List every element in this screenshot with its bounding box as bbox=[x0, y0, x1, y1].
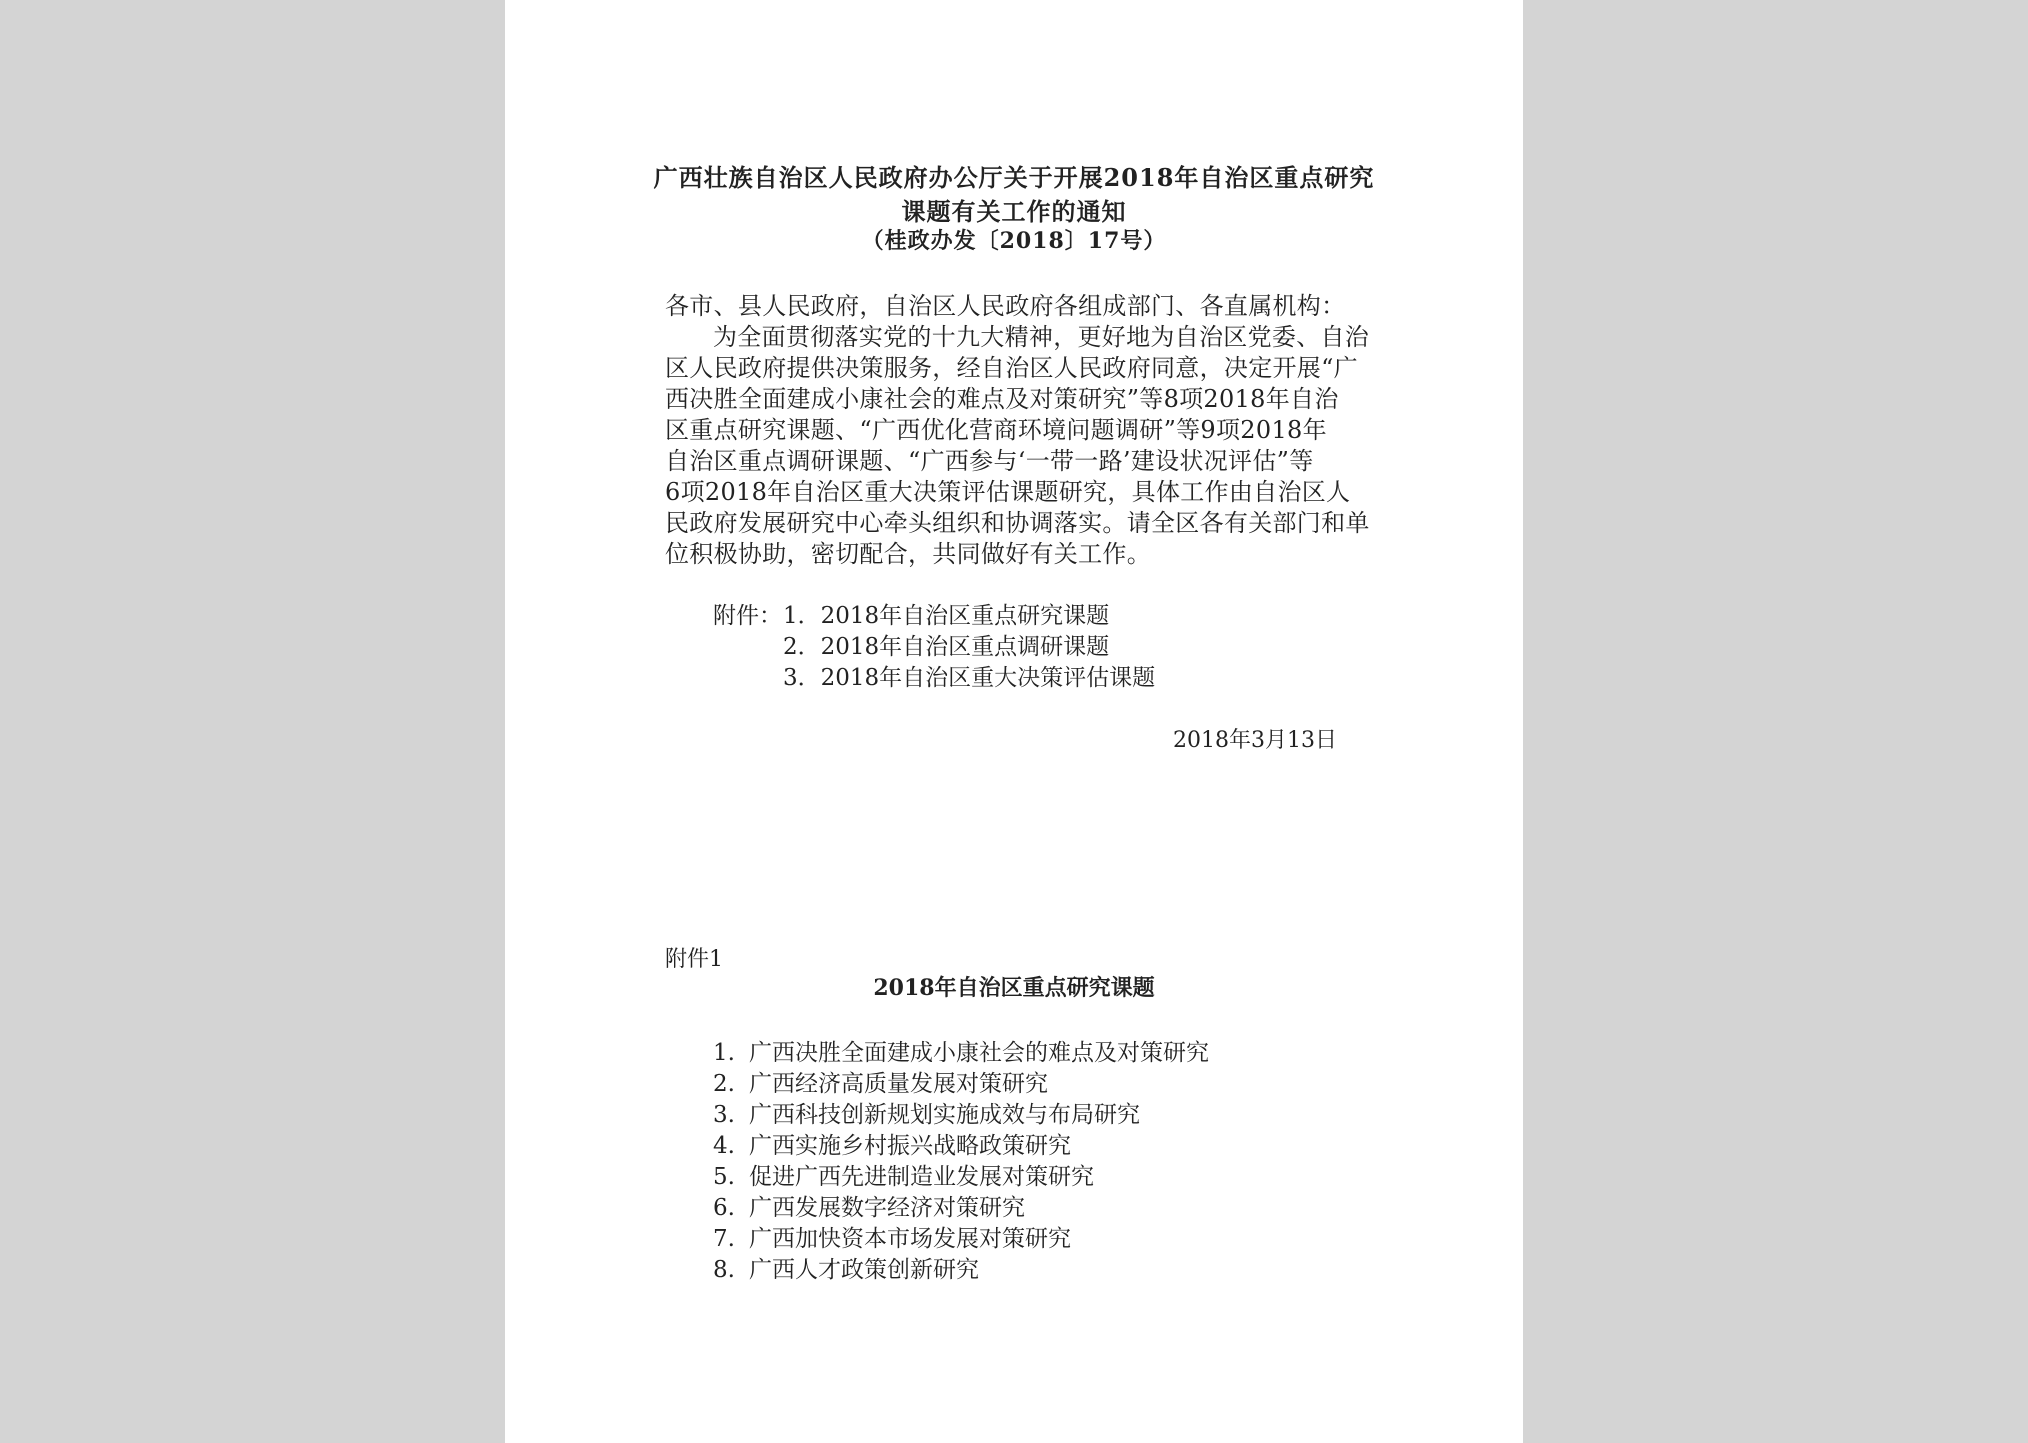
topic-title: 广西实施乡村振兴战略政策研究 bbox=[749, 1133, 1071, 1159]
list-item bbox=[713, 1034, 1209, 1067]
document-title-line-1: 广西壮族自治区人民政府办公厅关于开展2018年自治区重点研究 bbox=[653, 163, 1375, 192]
list-item bbox=[713, 1251, 979, 1284]
topic-number: 6. bbox=[713, 1195, 735, 1221]
document-title-line-2: 课题有关工作的通知 bbox=[901, 197, 1127, 226]
attachment-title: 2018年自治区重大决策评估课题 bbox=[820, 665, 1156, 691]
body-line: 区重点研究课题、“广西优化营商环境问题调研”等9项2018年 bbox=[665, 416, 1327, 444]
topic-title: 促进广西先进制造业发展对策研究 bbox=[749, 1164, 1094, 1190]
topic-number: 7. bbox=[713, 1226, 735, 1252]
attachment-item bbox=[783, 628, 1109, 661]
list-item bbox=[713, 1220, 1071, 1253]
topic-number: 4. bbox=[713, 1133, 735, 1159]
list-item bbox=[713, 1065, 1048, 1098]
appendix-title: 2018年自治区重点研究课题 bbox=[873, 975, 1155, 1001]
topic-title: 广西发展数字经济对策研究 bbox=[749, 1195, 1025, 1221]
topic-title: 广西经济高质量发展对策研究 bbox=[749, 1071, 1048, 1097]
list-item bbox=[713, 1127, 1071, 1160]
attachment-title: 2018年自治区重点研究课题 bbox=[820, 603, 1110, 629]
topic-number: 1. bbox=[713, 1040, 735, 1066]
topic-title: 广西加快资本市场发展对策研究 bbox=[749, 1226, 1071, 1252]
document-number: （桂政办发〔2018〕17号） bbox=[861, 228, 1167, 254]
topic-title: 广西科技创新规划实施成效与布局研究 bbox=[749, 1102, 1140, 1128]
body-line: 自治区重点调研课题、“广西参与‘一带一路’建设状况评估”等 bbox=[665, 447, 1314, 475]
list-item bbox=[713, 1158, 1094, 1191]
body-line: 位积极协助，密切配合，共同做好有关工作。 bbox=[665, 540, 1151, 568]
list-item bbox=[713, 1189, 1025, 1222]
topic-number: 5. bbox=[713, 1164, 735, 1190]
document-date: 2018年3月13日 bbox=[1173, 728, 1337, 753]
topic-title: 广西人才政策创新研究 bbox=[749, 1257, 979, 1283]
appendix-label: 附件1 bbox=[665, 947, 723, 972]
body-line: 民政府发展研究中心牵头组织和协调落实。请全区各有关部门和单 bbox=[665, 509, 1370, 537]
document-page bbox=[505, 0, 1523, 1443]
topic-number: 8. bbox=[713, 1257, 735, 1283]
body-line: 6项2018年自治区重大决策评估课题研究，具体工作由自治区人 bbox=[665, 478, 1351, 506]
attachment-number: 2． bbox=[783, 634, 821, 660]
body-line: 区人民政府提供决策服务，经自治区人民政府同意，决定开展“广 bbox=[665, 354, 1358, 382]
attachment-item bbox=[783, 659, 1155, 692]
topic-number: 2. bbox=[713, 1071, 735, 1097]
salutation: 各市、县人民政府，自治区人民政府各组成部门、各直属机构： bbox=[665, 292, 1346, 320]
attachment-number: 1． bbox=[783, 603, 821, 629]
attachment-number: 3． bbox=[783, 665, 821, 691]
attachment-item bbox=[783, 597, 1109, 630]
body-line: 为全面贯彻落实党的十九大精神，更好地为自治区党委、自治 bbox=[713, 323, 1370, 351]
attachments-label: 附件： bbox=[713, 603, 782, 629]
attachment-title: 2018年自治区重点调研课题 bbox=[820, 634, 1110, 660]
topic-number: 3. bbox=[713, 1102, 735, 1128]
topic-title: 广西决胜全面建成小康社会的难点及对策研究 bbox=[749, 1040, 1209, 1066]
list-item bbox=[713, 1096, 1140, 1129]
body-line: 西决胜全面建成小康社会的难点及对策研究”等8项2018年自治 bbox=[665, 385, 1339, 413]
